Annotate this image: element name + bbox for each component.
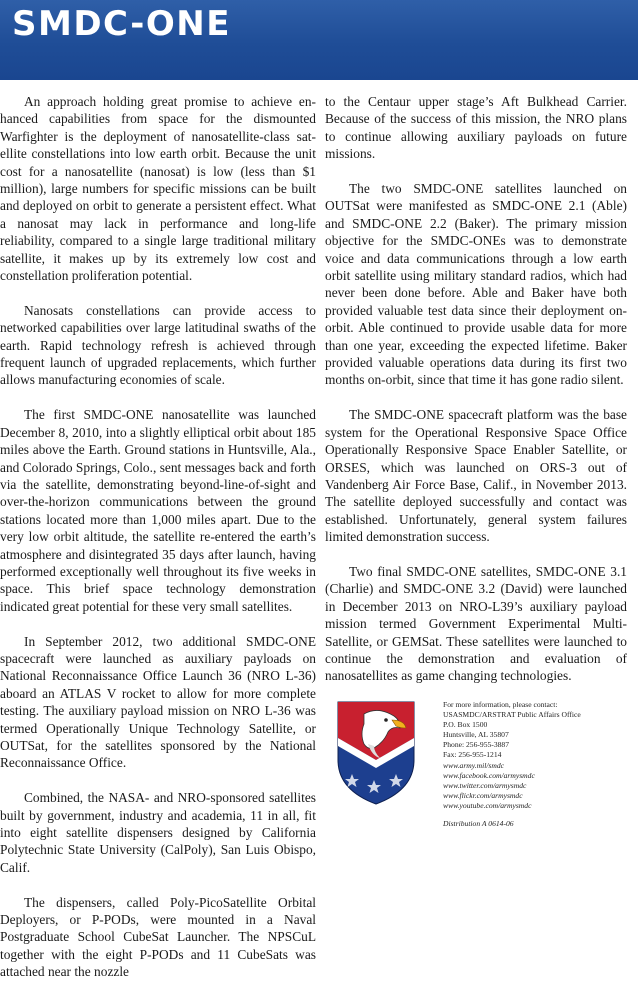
paragraph: In September 2012, two additional SMDC-ONE spacecraft were launched as auxiliary payloads on National Reconnaissance Office Launch 36 (NRO L-36) aboard an ATLAS V rocket to allow for more complete testing. The auxiliary payload mission on NRO L-36 was termed Operationally Unique Technology Satellite, or OUTSat, for the satellites sponsored by the National Reconnaissance Office. [0, 633, 316, 771]
paragraph: to the Centaur upper stage’s Aft Bulkhead Carrier. Because of the success of this mission, the NRO plans to continue allowing auxiliary payloads on future missions. [325, 94, 627, 162]
contact-intro: For more information, please contact: [443, 700, 558, 709]
contact-city: Huntsville, AL 35807 [443, 730, 509, 740]
contact-flickr-link[interactable]: www.flickr.com/armysmdc [443, 790, 523, 800]
paragraph: Nanosats constellations can provide access to networked capabilities over large latitudinal swaths of the earth. Rapid technology refresh is achieved through frequent launch of upgraded replacements, which further allows manufacturing economies of scale. [0, 302, 316, 388]
paragraph: An approach holding great promise to achieve enhanced capabilities from space for the dismounted Warfighter is the deployment of nanosatellite-class satellite constellations into low earth orbit. Because the unit cost for a nanosatellite (nanosat) is low (less than $1 million), large numbers for specific missions can be built and deployed on orbit to generate a persistent effect. What a nanosat may lack in performance and long-life reliability, compared to a single large traditional military satellite, it makes up by its extremely low cost and constellation proliferation potential. [0, 94, 316, 284]
smdc-shield-logo [334, 698, 418, 808]
distribution-note: Distribution A 0614-06 [443, 819, 514, 829]
paragraph: The dispensers, called Poly-PicoSatellite Orbital Deployers, or P-PODs, were mounted in a Naval Postgraduate School CubeSat Launcher. The NPSCuL together with the eight P-PODs and 11 CubeSats was attached near the nozzle [0, 894, 316, 980]
contact-youtube-link[interactable]: www.youtube.com/armysmdc [443, 800, 532, 810]
paragraph: The first SMDC-ONE nanosatellite was launched December 8, 2010, into a slightly elliptical orbit about 185 miles above the Earth. Ground stations in Huntsville, Ala., and Colorado Springs, Colo., sent messages back and forth via the satellite, demonstrating beyond-line-of-sight and over-the-horizon communications between the ground stations located more than 1,000 miles apart. Due to the very low orbit altitude, the satellite re-entered the earth’s atmosphere and disintegrated 35 days after launch, having performed exceptionally well throughout its five weeks in space. This brief space technology demonstration indicated great potential for these very small satellites. [0, 407, 316, 614]
paragraph: Combined, the NASA- and NRO-sponsored satellites built by government, industry and academia, 11 in all, fit into eight satellite dispensers designed by California Polytechnic State University (CalPoly), San Luis Obispo, Calif. [0, 790, 316, 875]
paragraph: Two final SMDC-ONE satellites, SMDC-ONE 3.1 (Charlie) and SMDC-ONE 3.2 (David) were launched in December 2013 on NRO-L39’s auxiliary payload mission termed Government Experimental Multi-Satellite, or GEMSat. These satellites were launched to continue the demonstration and evaluation of nanosatellites as game changing technologies. [325, 563, 627, 684]
contact-web-link[interactable]: www.army.mil/smdc [443, 760, 505, 770]
contact-twitter-link[interactable]: www.twitter.com/armysmdc [443, 780, 527, 790]
contact-fax: Fax: 256-955-1214 [443, 750, 502, 760]
contact-block [443, 700, 633, 829]
contact-phone: Phone: 256-955-3887 [443, 740, 510, 750]
contact-box: P.O. Box 1500 [443, 720, 488, 730]
paragraph: The two SMDC-ONE satellites launched on OUTSat were manifested as SMDC-ONE 2.1 (Able) and SMDC-ONE 2.2 (Baker). The primary mission objective for the SMDC-ONEs was to demonstrate voice and data communications through a low earth orbit satellite using military standard radios, which had never been done before. Able and Baker have both provided valuable test data since their deployment on-orbit. Able continued to provide usable data for more than one year, exceeding the expected lifetime. Baker provided valuable operations data during its first two months on-orbit, since that time it has gone radio silent. [325, 181, 627, 388]
page-title: SMDC-ONE [12, 4, 231, 44]
header-banner [0, 0, 638, 80]
right-column [325, 93, 627, 702]
left-column [0, 93, 316, 998]
paragraph: The SMDC-ONE spacecraft platform was the base system for the Operational Responsive Space Office Operationally Responsive Space Enabler Satellite, or ORSES, which was launched on ORS-3 out of Vandenberg Air Force Base, Calif., in November 2013. The satellite deployed successfully and contact was established. Unfortunately, general system failures limited demonstration success. [325, 407, 627, 545]
contact-facebook-link[interactable]: www.facebook.com/armysmdc [443, 770, 535, 780]
contact-org: USASMDC/ARSTRAT Public Affairs Office [443, 710, 581, 720]
